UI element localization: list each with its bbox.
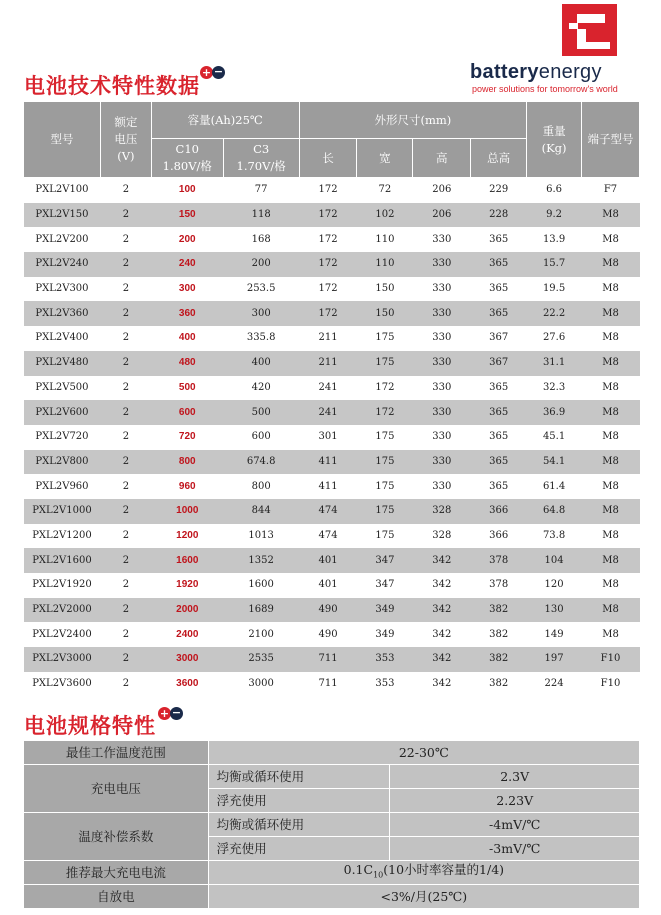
capacity-c10-cell: 2000	[151, 598, 223, 623]
comp-eq-value: -4mV/℃	[390, 813, 640, 837]
section-title-spec: 电池规格特性	[24, 714, 156, 738]
model-cell: PXL2V100	[35, 184, 89, 196]
section-title-technical: 电池技术特性数据	[24, 74, 200, 98]
table-cell: 110	[375, 233, 395, 245]
capacity-c10-cell: 500	[178, 381, 196, 393]
table-cell: 2	[122, 529, 130, 541]
plus-minus-icon: + −	[201, 65, 224, 79]
table-cell: 342	[413, 647, 471, 672]
table-cell: F10	[582, 647, 640, 672]
table-cell: 330	[432, 480, 452, 492]
temp-range-label: 最佳工作温度范围	[24, 741, 209, 765]
table-cell: 27.6	[542, 332, 566, 344]
table-cell: M8	[582, 450, 640, 475]
table-cell: 3000	[248, 678, 274, 690]
table-cell: 711	[318, 678, 338, 690]
table-cell: 61.4	[542, 480, 566, 492]
capacity-c10-cell: 960	[178, 480, 196, 492]
max-current-value: $0.1C_{10}(10$小时率容量的1/4)	[208, 861, 639, 885]
table-cell: 206	[432, 184, 452, 196]
table-cell: 102	[357, 203, 413, 228]
table-cell: 401	[318, 579, 338, 591]
table-cell: 330	[413, 252, 471, 277]
table-cell: 120	[544, 579, 564, 591]
table-cell: 172	[318, 184, 338, 196]
table-cell: M8	[582, 400, 640, 425]
table-cell: 2	[122, 184, 130, 196]
table-cell: 224	[544, 678, 564, 690]
table-cell: 330	[432, 431, 452, 443]
table-cell: 330	[432, 283, 452, 295]
self-discharge-label: 自放电	[24, 885, 209, 909]
table-cell: 172	[357, 400, 413, 425]
table-cell: M8	[602, 529, 619, 541]
table-cell: 474	[318, 529, 338, 541]
table-cell: M8	[602, 233, 619, 245]
table-cell: 172	[299, 301, 357, 326]
capacity-c10-cell: 3000	[151, 647, 223, 672]
table-cell: 150	[375, 283, 395, 295]
table-cell: 365	[471, 252, 527, 277]
table-cell: 2100	[248, 628, 274, 640]
table-cell: 253.5	[246, 283, 276, 295]
table-cell: 130	[527, 598, 582, 623]
table-cell: 2	[100, 450, 151, 475]
charge-voltage-label: 充电电压	[24, 765, 209, 813]
table-cell: 347	[357, 548, 413, 573]
capacity-c10-cell: 1000	[151, 499, 223, 524]
table-cell: M8	[602, 480, 619, 492]
table-cell: 366	[471, 499, 527, 524]
model-cell: PXL2V480	[24, 351, 101, 376]
table-cell: 2535	[223, 647, 299, 672]
table-row	[24, 178, 640, 203]
table-row	[24, 672, 640, 697]
temp-comp-label: 温度补偿系数	[24, 813, 209, 861]
model-cell: PXL2V800	[24, 450, 101, 475]
table-cell: 2	[100, 400, 151, 425]
charge-eq-value: 2.3V	[390, 765, 640, 789]
table-cell: 382	[471, 647, 527, 672]
table-cell: F10	[600, 678, 621, 690]
table-row	[24, 326, 640, 351]
table-cell: 149	[544, 628, 564, 640]
table-row	[24, 573, 640, 598]
table-cell: 172	[375, 381, 395, 393]
table-cell: 382	[471, 598, 527, 623]
table-cell: F7	[603, 184, 618, 196]
table-cell: 197	[527, 647, 582, 672]
table-cell: 172	[299, 252, 357, 277]
table-cell: 9.2	[527, 203, 582, 228]
table-cell: 411	[299, 450, 357, 475]
table-cell: 382	[489, 628, 509, 640]
table-cell: 175	[375, 332, 395, 344]
table-cell: 330	[413, 450, 471, 475]
temp-range-value: 22-30℃	[208, 741, 639, 765]
model-cell: PXL2V1200	[32, 529, 92, 541]
comp-eq-label: 均衡或循环使用	[208, 813, 390, 837]
table-cell: 2	[122, 628, 130, 640]
table-cell: 365	[489, 431, 509, 443]
brand-name: batteryenergy	[470, 61, 602, 83]
table-cell: 330	[432, 381, 452, 393]
header-capacity: 容量(Ah)25℃	[151, 102, 299, 139]
header-terminal: 端子型号	[582, 102, 640, 178]
capacity-c10-cell: 200	[178, 233, 196, 245]
model-cell: PXL2V2400	[32, 628, 92, 640]
capacity-c10-cell: 1600	[151, 548, 223, 573]
table-cell: 1352	[223, 548, 299, 573]
table-cell: 330	[413, 301, 471, 326]
capacity-c10-cell: 600	[151, 400, 223, 425]
table-cell: 36.9	[527, 400, 582, 425]
model-cell: PXL2V240	[24, 252, 101, 277]
table-cell: 211	[318, 332, 338, 344]
capacity-c10-cell: 100	[178, 184, 196, 196]
table-cell: M8	[582, 598, 640, 623]
table-cell: 2	[122, 233, 130, 245]
table-cell: 2	[122, 332, 130, 344]
table-cell: 172	[318, 283, 338, 295]
comp-float-value: -3mV/℃	[390, 837, 640, 861]
table-cell: 172	[299, 203, 357, 228]
table-cell: 1013	[248, 529, 274, 541]
table-cell: 600	[251, 431, 271, 443]
table-row	[24, 203, 640, 228]
table-cell: 382	[489, 678, 509, 690]
table-cell: 175	[375, 529, 395, 541]
model-cell: PXL2V960	[35, 480, 89, 492]
model-cell: PXL2V600	[24, 400, 101, 425]
table-cell: 328	[432, 529, 452, 541]
table-row	[24, 301, 640, 326]
model-cell: PXL2V150	[24, 203, 101, 228]
model-cell: PXL2V720	[35, 431, 89, 443]
table-cell: 349	[375, 628, 395, 640]
header-c10: C10 1.80V/格	[151, 139, 223, 178]
table-row	[24, 351, 640, 376]
model-cell: PXL2V400	[35, 332, 89, 344]
table-cell: 2	[100, 499, 151, 524]
capacity-c10-cell: 720	[178, 431, 196, 443]
table-cell: M8	[582, 203, 640, 228]
table-cell: 474	[299, 499, 357, 524]
table-cell: 150	[357, 301, 413, 326]
table-cell: 118	[223, 203, 299, 228]
table-row	[24, 499, 640, 524]
table-cell: 378	[471, 548, 527, 573]
table-row	[24, 425, 640, 450]
table-cell: 330	[432, 332, 452, 344]
table-cell: 365	[489, 381, 509, 393]
table-cell: 366	[489, 529, 509, 541]
table-cell: 2	[122, 579, 130, 591]
technical-spec-table	[23, 101, 640, 696]
table-cell: 22.2	[527, 301, 582, 326]
table-cell: 330	[413, 351, 471, 376]
table-cell: 800	[251, 480, 271, 492]
brand-tagline: power solutions for tomorrow's world	[472, 84, 618, 94]
table-cell: 2	[122, 480, 130, 492]
model-cell: PXL2V360	[24, 301, 101, 326]
max-current-label: 推荐最大充电电流	[24, 861, 209, 885]
table-cell: 342	[432, 678, 452, 690]
logo-mark-icon	[470, 4, 630, 64]
header-dimensions: 外形尺寸(mm)	[299, 102, 527, 139]
table-cell: 365	[489, 233, 509, 245]
characteristics-table	[23, 740, 640, 909]
capacity-c10-cell: 300	[178, 283, 196, 295]
table-cell: 2	[122, 678, 130, 690]
header-c3: C3 1.70V/格	[223, 139, 299, 178]
model-cell: PXL2V200	[35, 233, 89, 245]
table-cell: 175	[375, 480, 395, 492]
table-cell: 168	[251, 233, 271, 245]
table-cell: 2	[100, 203, 151, 228]
capacity-c10-cell: 480	[151, 351, 223, 376]
table-cell: 2	[122, 283, 130, 295]
table-cell: 378	[489, 579, 509, 591]
model-cell: PXL2V1600	[24, 548, 101, 573]
table-cell: 175	[357, 499, 413, 524]
table-cell: 104	[527, 548, 582, 573]
capacity-c10-cell: 1920	[176, 579, 199, 591]
table-cell: 72	[378, 184, 392, 196]
header-length: 长	[299, 139, 357, 178]
table-cell: 342	[432, 579, 452, 591]
table-cell: 328	[413, 499, 471, 524]
table-cell: 411	[318, 480, 338, 492]
table-row	[24, 598, 640, 623]
table-cell: 19.5	[542, 283, 566, 295]
table-cell: 2	[100, 301, 151, 326]
table-cell: M8	[602, 283, 619, 295]
table-cell: 6.6	[546, 184, 563, 196]
table-cell: 110	[357, 252, 413, 277]
table-cell: 353	[357, 647, 413, 672]
capacity-c10-cell: 800	[151, 450, 223, 475]
table-row	[24, 277, 640, 302]
table-cell: 45.1	[542, 431, 566, 443]
table-cell: 490	[318, 628, 338, 640]
table-cell: 54.1	[527, 450, 582, 475]
table-cell: 330	[432, 233, 452, 245]
table-cell: 13.9	[542, 233, 566, 245]
capacity-c10-cell: 360	[151, 301, 223, 326]
table-cell: 335.8	[246, 332, 276, 344]
table-cell: 2	[122, 431, 130, 443]
table-cell: 15.7	[527, 252, 582, 277]
table-cell: 64.8	[527, 499, 582, 524]
table-cell: 32.3	[542, 381, 566, 393]
table-cell: 300	[223, 301, 299, 326]
table-cell: 342	[432, 628, 452, 640]
table-cell: M8	[602, 381, 619, 393]
table-cell: 401	[299, 548, 357, 573]
self-discharge-value: <3%/月(25℃)	[208, 885, 639, 909]
table-cell: 241	[318, 381, 338, 393]
table-cell: 31.1	[527, 351, 582, 376]
model-cell: PXL2V300	[35, 283, 89, 295]
table-cell: 211	[299, 351, 357, 376]
table-cell: 228	[471, 203, 527, 228]
table-cell: 1600	[248, 579, 274, 591]
table-cell: 347	[375, 579, 395, 591]
charge-eq-label: 均衡或循环使用	[208, 765, 390, 789]
table-cell: 365	[471, 301, 527, 326]
table-row	[24, 252, 640, 277]
table-cell: 342	[413, 598, 471, 623]
table-row	[24, 474, 640, 499]
table-cell: 175	[357, 351, 413, 376]
table-cell: 365	[489, 480, 509, 492]
capacity-c10-cell: 1200	[176, 529, 199, 541]
table-row	[24, 548, 640, 573]
table-cell: 77	[254, 184, 268, 196]
company-logo	[470, 4, 630, 99]
table-cell: 2	[100, 548, 151, 573]
capacity-c10-cell: 2400	[176, 628, 199, 640]
table-cell: 365	[471, 450, 527, 475]
capacity-c10-cell: 3600	[176, 678, 199, 690]
table-cell: M8	[582, 252, 640, 277]
table-cell: M8	[582, 351, 640, 376]
table-cell: 2	[100, 351, 151, 376]
table-cell: 420	[251, 381, 271, 393]
table-cell: 175	[375, 431, 395, 443]
table-cell: 342	[413, 548, 471, 573]
table-cell: M8	[602, 332, 619, 344]
table-row	[24, 376, 640, 401]
table-row	[24, 622, 640, 647]
model-cell: PXL2V1920	[32, 579, 92, 591]
table-cell: 367	[471, 351, 527, 376]
table-row	[24, 647, 640, 672]
table-row	[24, 524, 640, 549]
table-row	[24, 227, 640, 252]
header-width: 宽	[357, 139, 413, 178]
table-cell: 330	[413, 400, 471, 425]
table-cell: 500	[223, 400, 299, 425]
table-cell: 2	[100, 598, 151, 623]
table-cell: 2	[100, 647, 151, 672]
table-cell: 674.8	[223, 450, 299, 475]
table-cell: 400	[223, 351, 299, 376]
table-cell: M8	[602, 579, 619, 591]
table-cell: 229	[489, 184, 509, 196]
table-cell: 200	[223, 252, 299, 277]
charge-float-value: 2.23V	[390, 789, 640, 813]
table-cell: 844	[223, 499, 299, 524]
table-cell: 353	[375, 678, 395, 690]
table-cell: 711	[299, 647, 357, 672]
header-weight: 重量 (Kg)	[527, 102, 582, 178]
header-voltage: 额定 电压 (V)	[100, 102, 151, 178]
capacity-c10-cell: 150	[151, 203, 223, 228]
plus-minus-icon: + −	[159, 706, 182, 720]
charge-float-label: 浮充使用	[208, 789, 390, 813]
table-cell: 367	[489, 332, 509, 344]
table-cell: M8	[582, 548, 640, 573]
table-cell: M8	[602, 431, 619, 443]
header-model: 型号	[24, 102, 101, 178]
table-cell: 73.8	[542, 529, 566, 541]
table-cell: 241	[299, 400, 357, 425]
model-cell: PXL2V1000	[24, 499, 101, 524]
table-cell: M8	[582, 499, 640, 524]
capacity-c10-cell: 240	[151, 252, 223, 277]
table-cell: 1689	[223, 598, 299, 623]
table-cell: 172	[318, 233, 338, 245]
table-cell: 349	[357, 598, 413, 623]
table-row	[24, 400, 640, 425]
capacity-c10-cell: 400	[178, 332, 196, 344]
table-cell: M8	[582, 301, 640, 326]
table-cell: M8	[602, 628, 619, 640]
comp-float-label: 浮充使用	[208, 837, 390, 861]
table-cell: 2	[100, 252, 151, 277]
table-cell: 365	[471, 400, 527, 425]
model-cell: PXL2V500	[35, 381, 89, 393]
model-cell: PXL2V2000	[24, 598, 101, 623]
header-total-height: 总高	[471, 139, 527, 178]
table-cell: 490	[299, 598, 357, 623]
table-row	[24, 450, 640, 475]
table-cell: 365	[489, 283, 509, 295]
header-height: 高	[413, 139, 471, 178]
table-cell: 301	[318, 431, 338, 443]
table-cell: 206	[413, 203, 471, 228]
table-cell: 2	[122, 381, 130, 393]
model-cell: PXL2V3600	[32, 678, 92, 690]
model-cell: PXL2V3000	[24, 647, 101, 672]
table-cell: 175	[357, 450, 413, 475]
